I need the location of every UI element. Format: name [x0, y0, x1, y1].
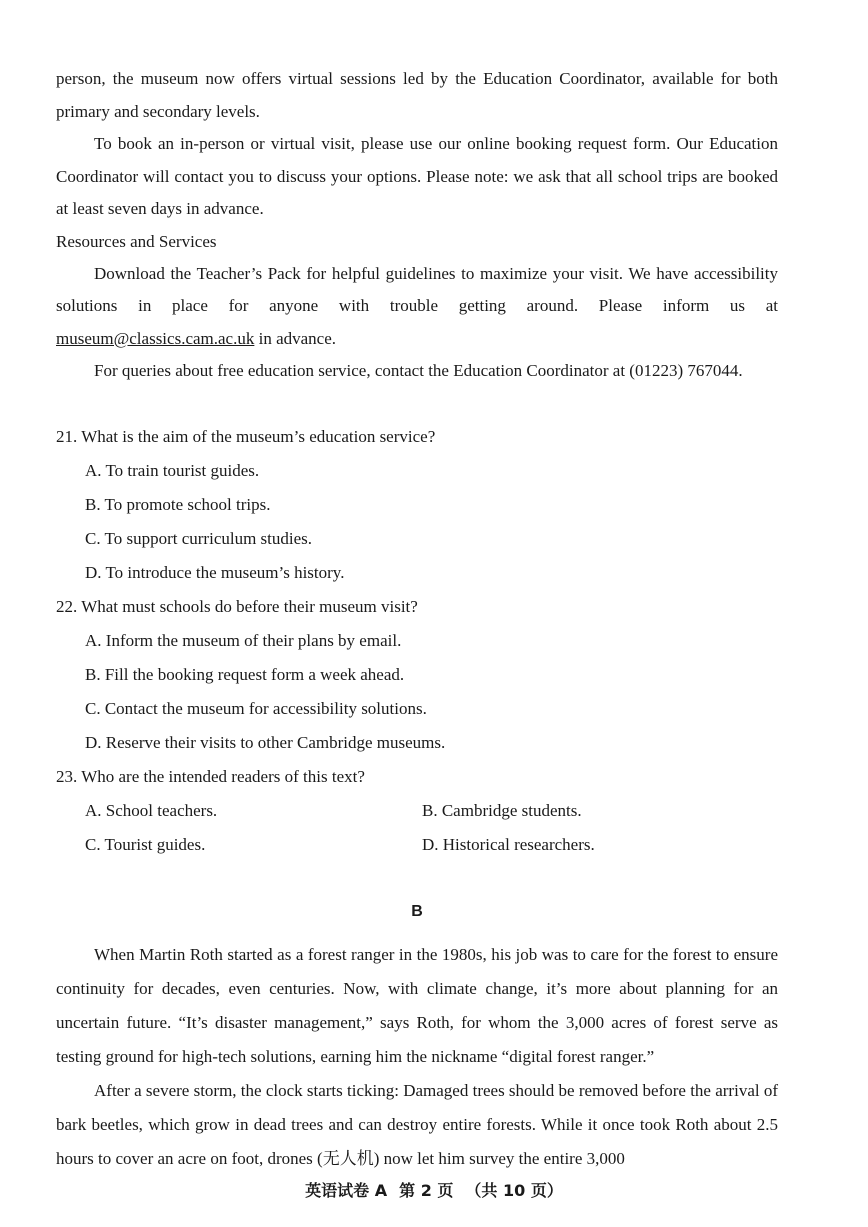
option-row	[56, 828, 778, 862]
option-a: A. Inform the museum of their plans by email.	[85, 630, 402, 650]
option-d: D. To introduce the museum’s history.	[85, 562, 345, 582]
question-stem: 21. What is the aim of the museum’s education service?	[56, 426, 436, 446]
option-c: C. Contact the museum for accessibility solutions.	[85, 698, 427, 718]
option-a: A. School teachers.	[85, 800, 218, 820]
paragraph-continued: person, the museum now offers virtual sessions led by the Education Coordinator, available for both primary and secondary levels.	[56, 69, 778, 121]
email-link[interactable]: museum@classics.cam.ac.uk	[56, 328, 255, 348]
passage-b-title: B	[411, 902, 423, 920]
page-number: 第 2 页	[399, 1181, 454, 1200]
paragraph-forest-ranger: When Martin Roth started as a forest ranger in the 1980s, his job was to care for the forest to ensure continuity for decades, even centuries. Now, with climate change, it’s more about planning for an uncertain future. “It’s disaster management,” says Roth, for whom the 3,000 acres of forest serve as testing ground for high-tech solutions, earning him the nickname “digital forest ranger.”	[56, 944, 778, 1066]
page-footer	[0, 1178, 868, 1201]
option-b: B. To promote school trips.	[85, 494, 271, 514]
passage-a	[56, 63, 778, 388]
option-d: D. Historical researchers.	[422, 834, 595, 854]
question-22	[56, 590, 778, 760]
option-c: C. To support curriculum studies.	[85, 528, 313, 548]
paragraph-resources	[56, 258, 778, 356]
option-b: B. Fill the booking request form a week ahead.	[85, 664, 405, 684]
paragraph-storm: After a severe storm, the clock starts ticking: Damaged trees should be removed before the arrival of bark beetles, which grow in dead trees and can destroy entire forests. While it once took Roth about 2.5 hours to cover an acre on foot, drones (无人机) now let him survey the entire 3,000	[56, 1080, 778, 1168]
option-a: A. To train tourist guides.	[85, 460, 260, 480]
option-b: B. Cambridge students.	[422, 800, 582, 820]
option-c: C. Tourist guides.	[85, 834, 206, 854]
exam-name: 英语试卷 A	[305, 1181, 388, 1200]
total-pages: （共 10 页）	[465, 1181, 563, 1200]
resources-text: Download the Teacher’s Pack for helpful guidelines to maximize your visit. We have accessibility solutions in place for anyone with trouble getting around. Please inform us at	[56, 263, 778, 315]
option-row	[56, 794, 778, 828]
resources-text-end: in advance.	[254, 328, 337, 348]
question-21	[56, 420, 778, 590]
paragraph-queries: For queries about free education service, contact the Education Coordinator at (01223) 767044.	[94, 361, 743, 380]
questions	[56, 420, 778, 862]
passage-b	[56, 938, 778, 1176]
exam-page	[56, 63, 778, 1176]
option-d: D. Reserve their visits to other Cambridge museums.	[85, 732, 446, 752]
section-heading: Resources and Services	[56, 231, 217, 251]
question-stem: 22. What must schools do before their museum visit?	[56, 596, 418, 616]
paragraph-booking: To book an in-person or virtual visit, please use our online booking request form. Our Education Coordinator will contact you to discuss your options. Please note: we ask that all school trips are booked at least seven days in advance.	[56, 134, 778, 218]
question-stem: 23. Who are the intended readers of this text?	[56, 766, 365, 786]
question-23	[56, 760, 778, 862]
